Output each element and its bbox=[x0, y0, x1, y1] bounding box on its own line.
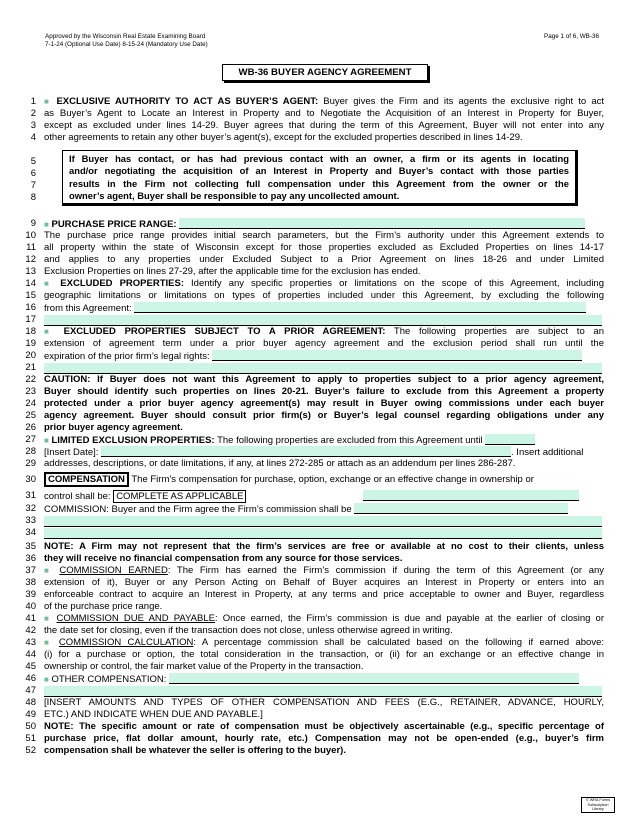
line-number: 4 bbox=[30, 132, 36, 143]
bullet-icon: ■ bbox=[44, 638, 53, 647]
bullet-icon: ■ bbox=[44, 436, 49, 445]
line-45 bbox=[0, 661, 640, 673]
line-text: of the purchase price range. bbox=[44, 601, 163, 612]
line-19 bbox=[0, 338, 640, 350]
compensation-heading: COMPENSATION bbox=[44, 472, 129, 487]
purchase-price-range-field[interactable] bbox=[179, 218, 585, 229]
line-23 bbox=[0, 386, 640, 398]
line-number: 41 bbox=[25, 613, 36, 624]
line-text: The following properties are excluded from this Agreement until bbox=[217, 435, 483, 446]
line-text: extension of agreement term under a prior buyer agency agreement and the exclusion period shall run until the bbox=[44, 338, 604, 349]
line-text: the date set for closing, even if the transaction does not close, unless otherwise agreed in writing. bbox=[44, 625, 453, 636]
line-number: 6 bbox=[30, 168, 36, 179]
line-number: 38 bbox=[25, 577, 36, 588]
line-46 bbox=[0, 673, 640, 685]
line-text: COMMISSION: Buyer and the Firm agree the Firm’s commission shall be bbox=[44, 504, 352, 515]
line-48 bbox=[0, 697, 640, 709]
line-37 bbox=[0, 565, 640, 577]
line-text: Buyer gives the Firm and its agents the exclusive right to act bbox=[323, 96, 604, 107]
line-14 bbox=[0, 278, 640, 290]
caution-text: Buyer should identify such properties on lines 20-21. Buyer’s failure to exclude from this Agreement a property bbox=[44, 386, 604, 397]
line-text: [INSERT AMOUNTS AND TYPES OF OTHER COMPENSATION AND FEES (E.G., RETAINER, ADVANCE, HOURLY, bbox=[44, 697, 604, 708]
line-text: [Insert Date]: bbox=[44, 447, 99, 458]
line-16 bbox=[0, 302, 640, 314]
line-text: : A percentage commission shall be calculated based on the following if earned above: bbox=[193, 637, 604, 648]
line-33 bbox=[0, 515, 640, 527]
line-1 bbox=[0, 96, 640, 108]
line-21 bbox=[0, 362, 640, 374]
section-heading: EXCLUDED PROPERTIES SUBJECT TO A PRIOR AGREEMENT: bbox=[63, 326, 386, 337]
use-dates: 7-1-24 (Optional Use Date) 8-15-24 (Mandatory Use Date) bbox=[45, 41, 208, 48]
line-number: 20 bbox=[25, 350, 36, 361]
other-compensation-field[interactable] bbox=[169, 673, 579, 684]
bullet-icon: ■ bbox=[44, 566, 53, 575]
line-26 bbox=[0, 422, 640, 434]
line-5 bbox=[0, 156, 50, 168]
line-44 bbox=[0, 649, 640, 661]
line-32 bbox=[0, 503, 640, 515]
line-number: 46 bbox=[25, 673, 36, 684]
line-text: except as excluded under lines 14-29. Buyer agrees that during the term of this Agreement, Buyer will not enter into any bbox=[44, 120, 604, 131]
line-number: 29 bbox=[25, 458, 36, 469]
note-text: they will receive no financial compensation from any source for those services. bbox=[44, 553, 403, 564]
line-6 bbox=[0, 168, 50, 180]
line-3 bbox=[0, 120, 640, 132]
line-text: The following properties are subject to an bbox=[393, 326, 604, 337]
line-text: : The Firm has earned the Firm’s commission if during the term of this Agreement (or any bbox=[167, 565, 605, 576]
line-25 bbox=[0, 410, 640, 422]
line-number: 34 bbox=[25, 527, 36, 538]
line-text: from this Agreement: bbox=[44, 303, 132, 314]
line-number: 47 bbox=[25, 685, 36, 696]
line-39 bbox=[0, 589, 640, 601]
line-27 bbox=[0, 434, 640, 446]
line-number: 44 bbox=[25, 649, 36, 660]
line-number: 13 bbox=[25, 266, 36, 277]
section-heading: LIMITED EXCLUSION PROPERTIES: bbox=[51, 435, 215, 446]
line-number: 33 bbox=[25, 515, 36, 526]
line-number: 19 bbox=[25, 338, 36, 349]
compensation-field[interactable] bbox=[363, 490, 579, 501]
bullet-icon: ■ bbox=[44, 97, 52, 106]
line-text: ETC.) AND INDICATE WHEN DUE AND PAYABLE.] bbox=[44, 709, 263, 720]
line-22 bbox=[0, 374, 640, 386]
caution-text: prior buyer agency agreement. bbox=[44, 422, 183, 433]
section-heading: COMMISSION CALCULATION bbox=[58, 637, 194, 648]
line-36 bbox=[0, 553, 640, 565]
line-24 bbox=[0, 398, 640, 410]
line-text: . Insert additional bbox=[511, 447, 584, 458]
line-number: 50 bbox=[25, 721, 36, 732]
contact-warning-box bbox=[62, 150, 578, 206]
note-text: NOTE: A Firm may not represent that the firm’s services are free or available at no cost to their clients, unless bbox=[44, 541, 604, 552]
line-29 bbox=[0, 458, 640, 470]
bullet-icon: ■ bbox=[44, 614, 52, 623]
line-number: 12 bbox=[25, 254, 36, 265]
line-text: geographic limitations or limitations on types of properties included under this Agreement, by excluding the following bbox=[44, 290, 604, 301]
complete-as-applicable-label: COMPLETE AS APPLICABLE bbox=[113, 490, 246, 503]
line-number: 43 bbox=[25, 637, 36, 648]
wra-forms-seal: © WRA Forms Subscription Library bbox=[581, 797, 615, 813]
commission-field-3[interactable] bbox=[44, 528, 602, 539]
line-number: 15 bbox=[25, 290, 36, 301]
line-text: addresses, descriptions, or date limitations, if any, at lines 272-285 or attach as an addendum per lines 286-287. bbox=[44, 458, 516, 469]
approval-line: Approved by the Wisconsin Real Estate Examining Board bbox=[45, 33, 206, 40]
approval-text bbox=[45, 33, 208, 49]
line-number: 30 bbox=[25, 474, 36, 485]
bullet-icon: ■ bbox=[44, 279, 54, 288]
prior-agreement-field-2[interactable] bbox=[44, 363, 602, 374]
line-number: 26 bbox=[25, 422, 36, 433]
line-number: 27 bbox=[25, 434, 36, 445]
line-number: 52 bbox=[25, 745, 36, 756]
line-number: 49 bbox=[25, 709, 36, 720]
line-number: 45 bbox=[25, 661, 36, 672]
note-text: NOTE: The specific amount or rate of compensation must be objectively ascertainable (e.g., specific percentage of bbox=[44, 721, 604, 732]
bullet-icon: ■ bbox=[44, 675, 49, 684]
document-title: WB-36 BUYER AGENCY AGREEMENT bbox=[222, 64, 428, 81]
section-heading: EXCLUSIVE AUTHORITY TO ACT AS BUYER’S AGENT: bbox=[56, 96, 319, 107]
line-text: Identify any specific properties or limitations on the scope of this Agreement, including bbox=[191, 278, 604, 289]
line-number: 31 bbox=[25, 490, 36, 501]
line-28 bbox=[0, 446, 640, 458]
line-number: 32 bbox=[25, 503, 36, 514]
line-35 bbox=[0, 541, 640, 553]
line-text: (i) for a purchase or option, the total consideration in the transaction, or (ii) for an exchange or an effective change in bbox=[44, 649, 604, 660]
line-number: 8 bbox=[30, 192, 36, 203]
line-7 bbox=[0, 180, 50, 192]
line-number: 1 bbox=[30, 96, 36, 107]
line-text: enforceable contract to acquire an Interest in Property, at any terms and price acceptable to owner and Buyer, regardless bbox=[44, 589, 604, 600]
page-number: Page 1 of 6, WB-36 bbox=[544, 33, 599, 40]
line-34 bbox=[0, 527, 640, 539]
commission-field[interactable] bbox=[354, 503, 568, 514]
line-number: 36 bbox=[25, 553, 36, 564]
line-9 bbox=[0, 218, 640, 230]
line-51 bbox=[0, 733, 640, 745]
line-8 bbox=[0, 192, 50, 204]
line-number: 40 bbox=[25, 601, 36, 612]
section-heading: OTHER COMPENSATION: bbox=[51, 674, 167, 685]
line-number: 3 bbox=[30, 120, 36, 131]
exclusion-date-field[interactable] bbox=[485, 434, 535, 445]
section-heading: COMMISSION DUE AND PAYABLE bbox=[56, 613, 215, 624]
caution-text: agency agreement. Buyer should consult prior firm(s) or Buyer’s legal counsel regarding obligations under any bbox=[44, 410, 604, 421]
line-number: 5 bbox=[30, 156, 36, 167]
line-38 bbox=[0, 577, 640, 589]
line-number: 28 bbox=[25, 446, 36, 457]
line-number: 18 bbox=[25, 326, 36, 337]
line-50 bbox=[0, 721, 640, 733]
line-52 bbox=[0, 745, 640, 757]
bullet-icon: ■ bbox=[44, 327, 55, 336]
line-text: Exclusion Properties on lines 27-29, after the applicable time for the exclusion has ended. bbox=[44, 266, 421, 277]
warning-text: and/or negotiating the acquisition of an Interest in Property and Buyer’s contact with those parties bbox=[69, 165, 569, 177]
line-text: : Once earned, the Firm’s commission is due and payable at the earlier of closing or bbox=[214, 613, 605, 624]
limited-exclusion-field[interactable] bbox=[101, 446, 511, 457]
caution-text: protected under a prior buyer agency agreement(s) may result in Buyer owing commissions under each buyer bbox=[44, 398, 604, 409]
line-text: as Buyer’s Agent to Locate an Interest in Property and to Negotiate the Acquisition of an Interest in Property for Buyer, bbox=[44, 108, 604, 119]
line-number: 17 bbox=[25, 314, 36, 325]
line-15 bbox=[0, 290, 640, 302]
line-number: 2 bbox=[30, 108, 36, 119]
line-number: 7 bbox=[30, 180, 36, 191]
caution-text: CAUTION: If Buyer does not want this Agreement to apply to properties subject to a prior agency agreement, bbox=[44, 374, 604, 385]
section-heading: EXCLUDED PROPERTIES: bbox=[60, 278, 184, 289]
line-number: 42 bbox=[25, 625, 36, 636]
line-text: control shall be: bbox=[44, 491, 111, 502]
line-text: and applies to any properties under Excluded Subject to a Prior Agreement on lines 18-26 and under Limited bbox=[44, 254, 604, 265]
line-text: The purchase price range provides initial search parameters, but the Firm’s authority under this Agreement extends to bbox=[44, 230, 604, 241]
other-compensation-field-2[interactable] bbox=[44, 686, 602, 697]
section-heading: PURCHASE PRICE RANGE: bbox=[51, 219, 177, 230]
line-number: 25 bbox=[25, 410, 36, 421]
line-40 bbox=[0, 601, 640, 613]
line-number: 16 bbox=[25, 302, 36, 313]
line-31 bbox=[0, 490, 640, 502]
line-11 bbox=[0, 242, 640, 254]
warning-text: results in the Firm not collecting full compensation under this Agreement from the owner or the bbox=[69, 177, 569, 189]
line-42 bbox=[0, 625, 640, 637]
line-text: The Firm’s compensation for purchase, option, exchange or an effective change in ownership or bbox=[131, 474, 534, 485]
line-10 bbox=[0, 230, 640, 242]
prior-agreement-field[interactable] bbox=[212, 350, 582, 361]
excluded-properties-field[interactable] bbox=[134, 302, 586, 313]
line-text: all property within the state of Wisconsin except for those properties excluded as Excluded Properties on lines 14-17 bbox=[44, 242, 604, 253]
line-number: 24 bbox=[25, 398, 36, 409]
line-30 bbox=[0, 474, 640, 486]
line-47 bbox=[0, 685, 640, 697]
excluded-properties-field-2[interactable] bbox=[44, 315, 602, 326]
commission-field-2[interactable] bbox=[44, 516, 602, 527]
line-text: other agreements to retain any other buyer’s agent(s), except for the excluded properties described in lines 14-29. bbox=[44, 132, 523, 143]
line-2 bbox=[0, 108, 640, 120]
line-text: extension of it), Buyer or any Person Acting on Behalf of Buyer acquires an Interest in Property or enters into an bbox=[44, 577, 604, 588]
line-number: 11 bbox=[26, 242, 36, 253]
line-text: ownership or control, the fair market value of the Property in the transaction. bbox=[44, 661, 364, 672]
line-12 bbox=[0, 254, 640, 266]
line-number: 23 bbox=[25, 386, 36, 397]
bullet-icon: ■ bbox=[44, 220, 49, 229]
line-number: 37 bbox=[25, 565, 36, 576]
line-number: 9 bbox=[30, 218, 36, 229]
line-41 bbox=[0, 613, 640, 625]
warning-text: If Buyer has contact, or has had previous contact with an owner, a firm or its agents in locating bbox=[69, 153, 569, 164]
line-number: 51 bbox=[25, 733, 36, 744]
note-text: compensation shall be whatever the seller is offering to the buyer). bbox=[44, 745, 346, 756]
line-17 bbox=[0, 314, 640, 326]
section-heading: COMMISSION EARNED bbox=[59, 565, 168, 576]
line-18 bbox=[0, 326, 640, 338]
line-13 bbox=[0, 266, 640, 278]
line-number: 22 bbox=[25, 374, 36, 385]
line-49 bbox=[0, 709, 640, 721]
line-43 bbox=[0, 637, 640, 649]
line-text: expiration of the prior firm’s legal rights: bbox=[44, 351, 210, 362]
line-number: 14 bbox=[25, 278, 36, 289]
note-text: purchase price, flat dollar amount, hourly rate, etc.) Compensation may not be open-ended (e.g., buyer’s firm bbox=[44, 733, 604, 744]
line-number: 39 bbox=[25, 589, 36, 600]
line-20 bbox=[0, 350, 640, 362]
warning-text: owner’s agent, Buyer shall be responsible to pay any uncollected amount. bbox=[69, 189, 400, 201]
line-number: 35 bbox=[25, 541, 36, 552]
line-number: 48 bbox=[25, 697, 36, 708]
line-number: 21 bbox=[25, 362, 36, 373]
line-4 bbox=[0, 132, 640, 144]
line-number: 10 bbox=[25, 230, 36, 241]
